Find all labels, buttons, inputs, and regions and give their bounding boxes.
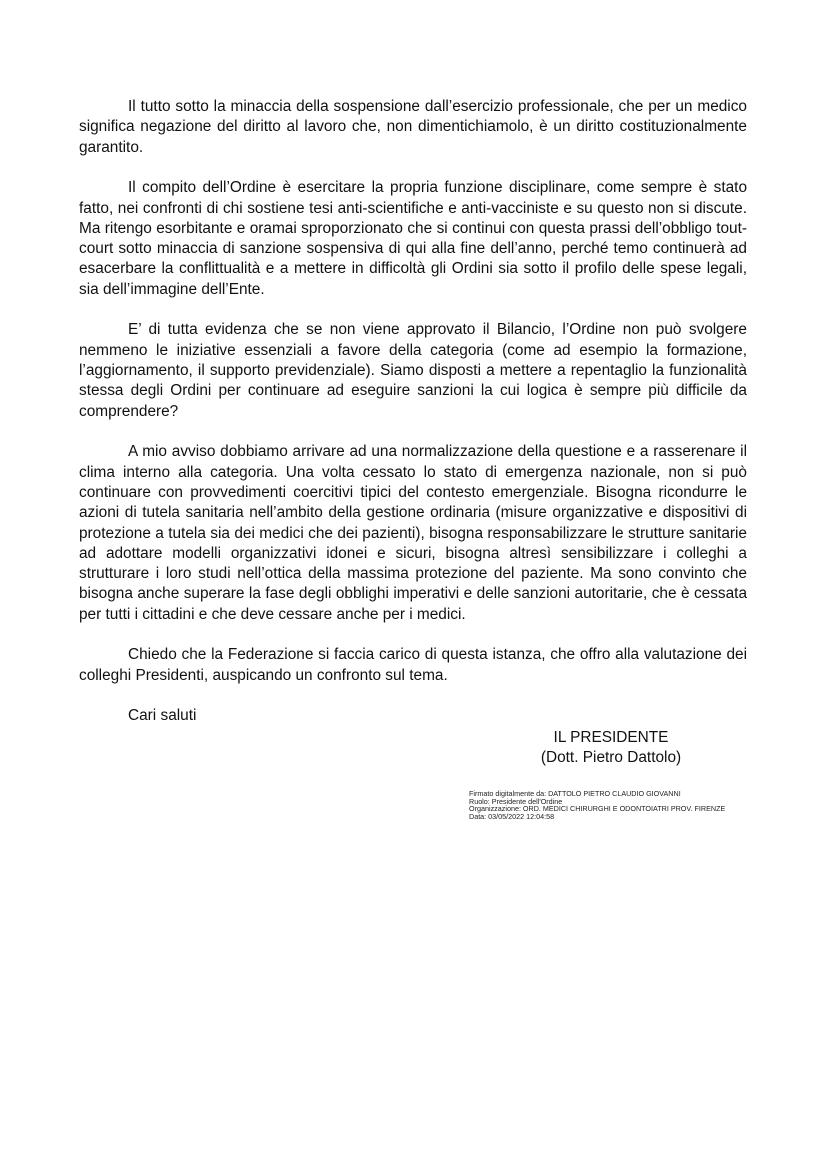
paragraph-4: A mio avviso dobbiamo arrivare ad una normalizzazione della questione e a rasserenare il clima interno alla categoria. Una volta cessato lo stato di emergenza nazionale, non si può continuare con provvedimenti coercitivi tipici del contesto emergenziale. Bisogna ricondurre le azioni di tutela sanitaria nell’ambito della gestione ordinaria (misure organizzative e dispositivi di protezione a tutela sia dei medici che dei pazienti), bisogna responsabilizzare le strutture sanitarie ad adottare modelli organizzativi idonei e sicuri, bisogna altresì sensibilizzare i colleghi a strutturare i loro studi nell’ottica della massima protezione del paziente. Ma sono convinto che bisogna anche superare la fase degli obblighi imperativi e delle sanzioni autoritarie, che è cessata per tutti i cittadini e che deve cessare anche per i medici. (79, 443, 747, 623)
signature-name: (Dott. Pietro Dattolo) (540, 749, 682, 767)
digital-signature-organization: Organizzazione: ORD. MEDICI CHIRURGHI E ODONTOIATRI PROV. FIRENZE (469, 804, 726, 814)
signature-block (536, 728, 686, 769)
digital-signature-role: Ruolo: Presidente dell'Ordine (469, 796, 563, 806)
digital-signature-signer: Firmato digitalmente da: DATTOLO PIETRO CLAUDIO GIOVANNI (469, 789, 681, 798)
paragraph-5: Chiedo che la Federazione si faccia carico di questa istanza, che offro alla valutazione dei colleghi Presidenti, auspicando un confronto sul tema. (79, 646, 747, 684)
paragraph-3: E’ di tutta evidenza che se non viene approvato il Bilancio, l’Ordine non può svolgere nemmeno le iniziative essenziali a favore della categoria (come ad esempio la formazione, l’aggiornamento, il supporto previdenziale). Siamo disposti a mettere a repentaglio la funzionalità stessa degli Ordini per continuare ad eseguire sanzioni la cui logica è sempre più difficile da comprendere? (79, 321, 747, 420)
digital-signature-stamp (469, 790, 725, 820)
digital-signature-date: Data: 03/05/2022 12:04:58 (469, 811, 555, 821)
paragraph-1: Il tutto sotto la minaccia della sospensione dall’esercizio professionale, che per un medico significa negazione del diritto al lavoro che, non dimentichiamolo, è un diritto costituzionalmente garantito. (79, 98, 747, 156)
paragraph-2: Il compito dell’Ordine è esercitare la propria funzione disciplinare, come sempre è stato fatto, nei confronti di chi sostiene tesi anti-scientifiche e anti-vacciniste e su questo non si discute. Ma ritengo esorbitante e oramai sproporzionato che si continui con questa prassi dell’obbligo tout-court sotto minaccia di sanzione sospensiva di qui alla fine dell’anno, perché temo continuerà ad esacerbare la conflittualità e a mettere in difficoltà gli Ordini sia sotto il profilo delle spese legali, sia dell’immagine dell’Ente. (79, 179, 747, 298)
signature-title: IL PRESIDENTE (553, 729, 669, 746)
letter-body (79, 97, 747, 727)
closing-greeting: Cari saluti (128, 707, 197, 725)
